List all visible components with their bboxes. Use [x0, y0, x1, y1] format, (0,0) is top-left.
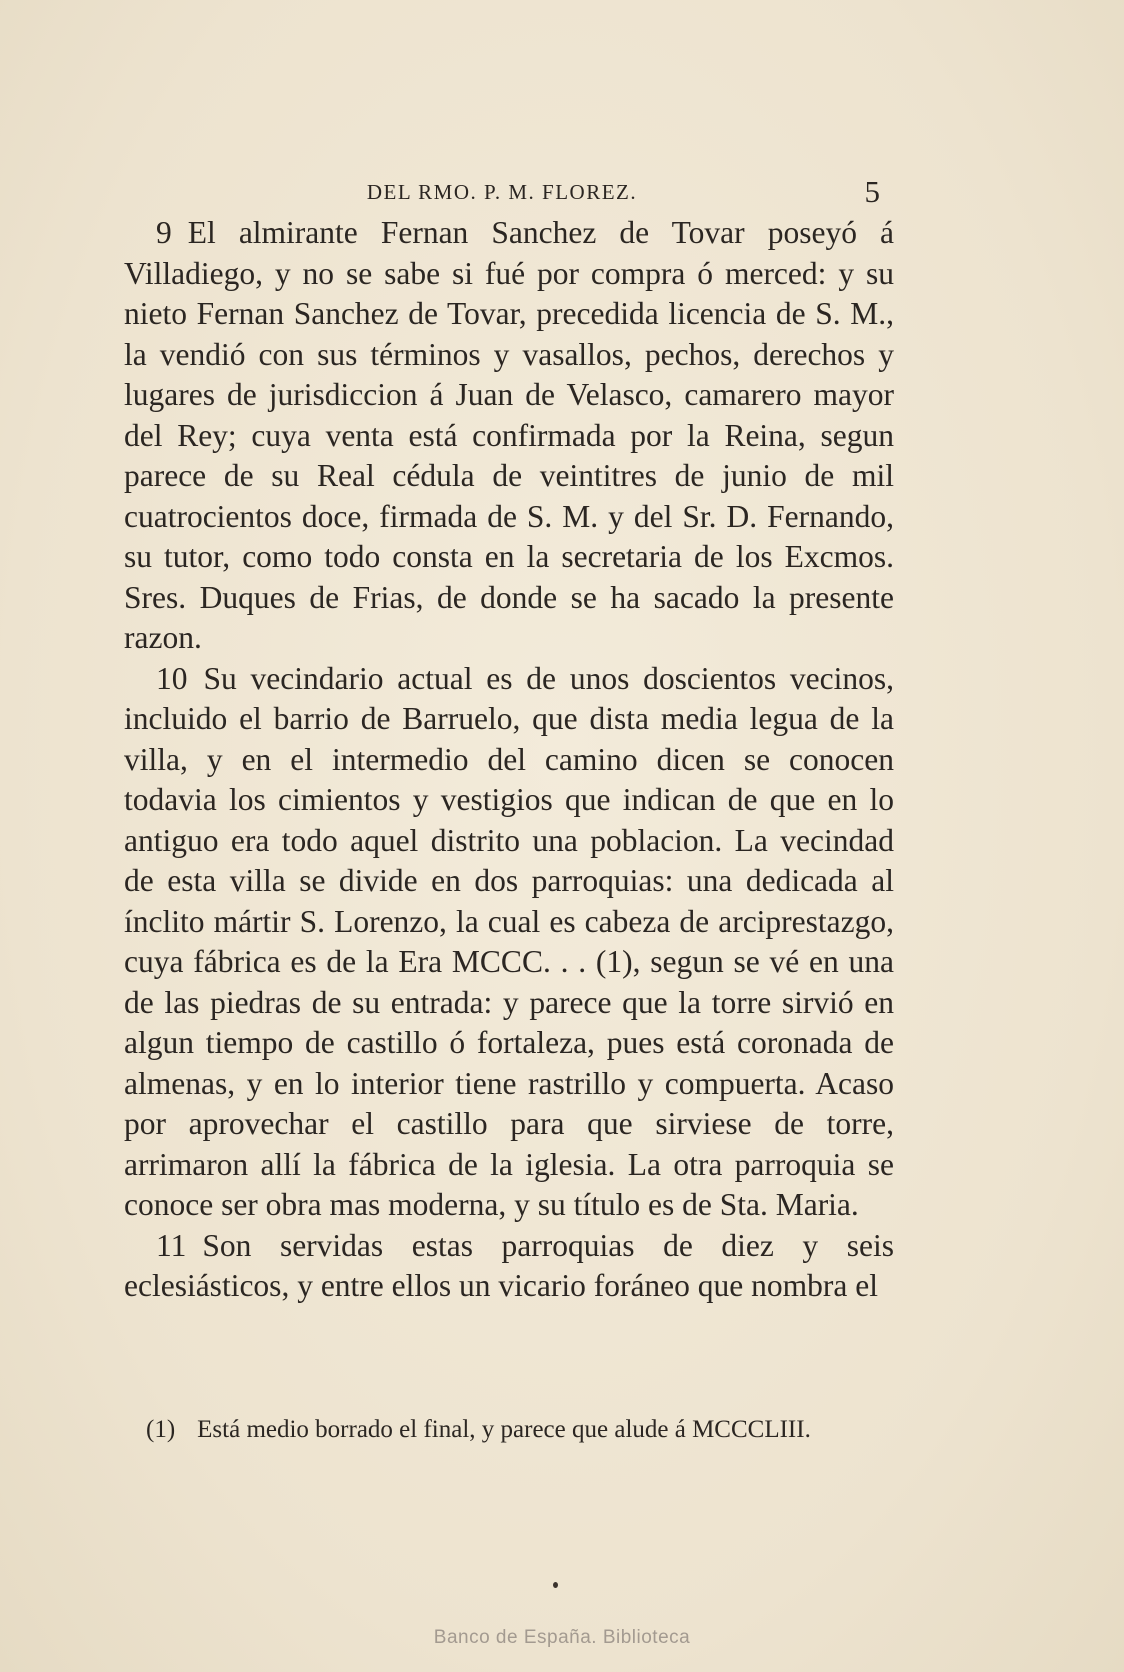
footnote-text: Está medio borrado el final, y parece que alude á MCCCLIII. — [197, 1416, 811, 1443]
paragraph-text: Son servidas estas parroquias de diez y seis eclesiásticos, y entre ellos un vicario foráneo que nombra el — [124, 1227, 894, 1303]
ink-dot-mark — [553, 1582, 558, 1588]
paragraph-10 — [124, 659, 894, 1226]
paragraph-11 — [124, 1226, 894, 1307]
body-text — [124, 213, 894, 1307]
paragraph-number: 9 — [156, 215, 172, 250]
running-title: DEL RMO. P. M. FLOREZ. — [366, 180, 638, 204]
library-watermark: Banco de España. Biblioteca — [433, 1627, 691, 1648]
paragraph-text: El almirante Fernan Sanchez de Tovar poseyó á Villadiego, y no se sabe si fué por compra ó merced: y su nieto Fernan Sanchez de Tovar, precedida licencia de S. M., la vendió con sus términos y vasallos, pechos, derechos y lugares de jurisdiccion á Juan de Velasco, camarero mayor del Rey; cuya venta está confirmada por la Reina, segun parece de su Real cédula de veintitres de junio de mil cuatrocientos doce, firmada de S. M. y del Sr. D. Fernando, su tutor, como todo consta en la secretaria de los Excmos. Sres. Duques de Frias, de donde se ha sacado la presente razon. — [124, 215, 894, 655]
page-number: 5 — [864, 174, 880, 209]
footnote-mark: (1) — [146, 1416, 176, 1443]
footnote — [146, 1410, 886, 1450]
paragraph-9 — [124, 213, 894, 659]
paragraph-number: 11 — [156, 1227, 187, 1263]
paragraph-number: 10 — [156, 660, 188, 696]
paragraph-text: Su vecindario actual es de unos doscientos vecinos, incluido el barrio de Barruelo, que dista media legua de la villa, y en el intermedio del camino dicen se conocen todavia los cimientos y vestigios que indican de que en lo antiguo era todo aquel distrito una poblacion. La vecindad de esta villa se divide en dos parroquias: una dedicada al ínclito mártir S. Lorenzo, la cual es cabeza de arciprestazgo, cuya fábrica es de la Era MCCC. . . (1), segun se vé en una de las piedras de su entrada: y parece que la torre sirvió en algun tiempo de castillo ó fortaleza, pues está coronada de almenas, y en lo interior tiene rastrillo y compuerta. Acaso por aprovechar el castillo para que sirviese de torre, arrimaron allí la fábrica de la iglesia. La otra parroquia se conoce ser obra mas moderna, y su título es de Sta. Maria. — [124, 660, 894, 1222]
page-header — [124, 172, 880, 212]
